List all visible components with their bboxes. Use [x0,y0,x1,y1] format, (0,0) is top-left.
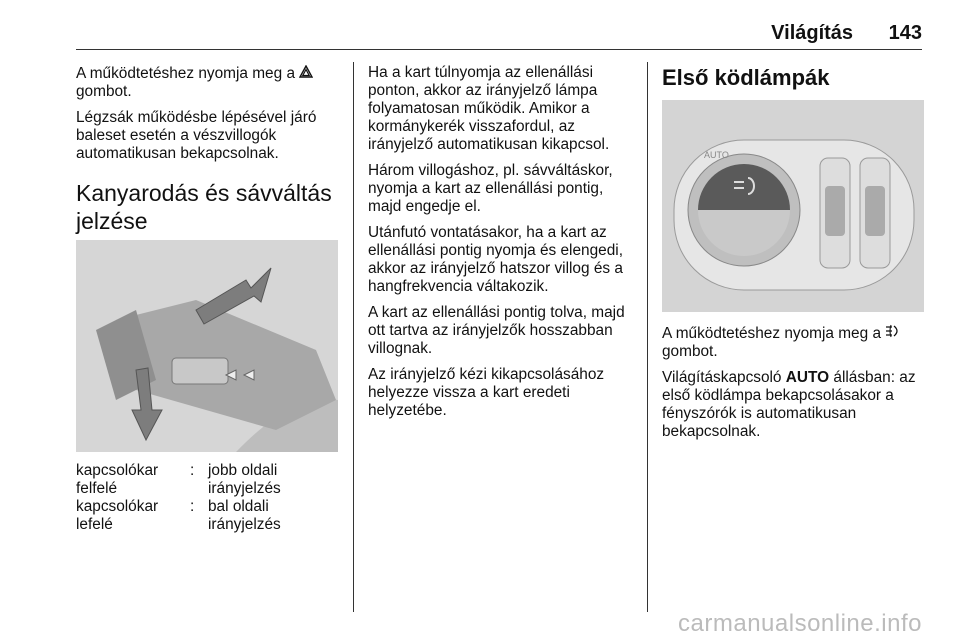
column-divider-2 [647,62,648,612]
column-1 [76,64,338,235]
definition-row: kapcsolókar felfelé : jobb oldali irányjelzés [76,462,281,497]
paragraph: Utánfutó vontatásakor, ha a kart az ellenállási pontig nyomja és elengedi, akkor az irányjelző hatszor villog és a hangfrekvencia váltakozik. [368,224,623,295]
hazard-triangle-icon [299,65,313,81]
paragraph: Ha a kart túlnyomja az ellenállási ponton, akkor az irányjelző lámpa folyamatosan működik. Amikor a kormánykerék visszafordul, az irányjelző automatikusan kikapcsol. [368,64,610,153]
page-header [771,22,922,45]
column-divider-1 [353,62,354,612]
column-3-body [662,324,924,449]
turn-signal-definitions [76,462,328,534]
knob-label-auto: AUTO [704,150,729,160]
front-fog-lamp-icon [885,325,901,341]
watermark: carmanualsonline.info [678,610,922,637]
paragraph: Az irányjelző kézi kikapcsolásához helyezze vissza a kart eredeti helyzetébe. [368,366,605,419]
turn-signal-heading: Kanyarodás és sávváltás jelzése [76,180,332,234]
header-rule [76,49,922,50]
hazard-paragraph: A működtetéshez nyomja meg a gombot. [76,64,338,101]
paragraph: Három villogáshoz, pl. sávváltáskor, nyomja a kart az ellenállási pontig, majd engedje el. [368,162,613,215]
light-switch-illustration [662,100,924,312]
airbag-paragraph: Légzsák működésbe lépésével járó baleset esetén a vészvillogók automatikusan bekapcsolnak. [76,109,317,162]
column-2 [368,64,638,428]
turn-signal-lever-illustration [76,240,338,452]
definition-row: kapcsolókar lefelé : bal oldali irányjelzés [76,498,281,533]
column-3 [662,64,924,92]
paragraph: A kart az ellenállási pontig tolva, majd ott tartva az irányjelzők hosszabban villognak. [368,304,625,357]
fog-lamp-paragraph: A működtetéshez nyomja meg a gombot. [662,324,924,361]
page-number: 143 [888,22,922,44]
fog-lamp-heading: Első ködlámpák [662,65,830,90]
auto-mode-paragraph: Világításkapcsoló AUTO állásban: az első ködlámpa bekapcsolásakor a fényszórók is automatikusan bekapcsolnak. [662,369,916,440]
section-title: Világítás [771,22,854,44]
